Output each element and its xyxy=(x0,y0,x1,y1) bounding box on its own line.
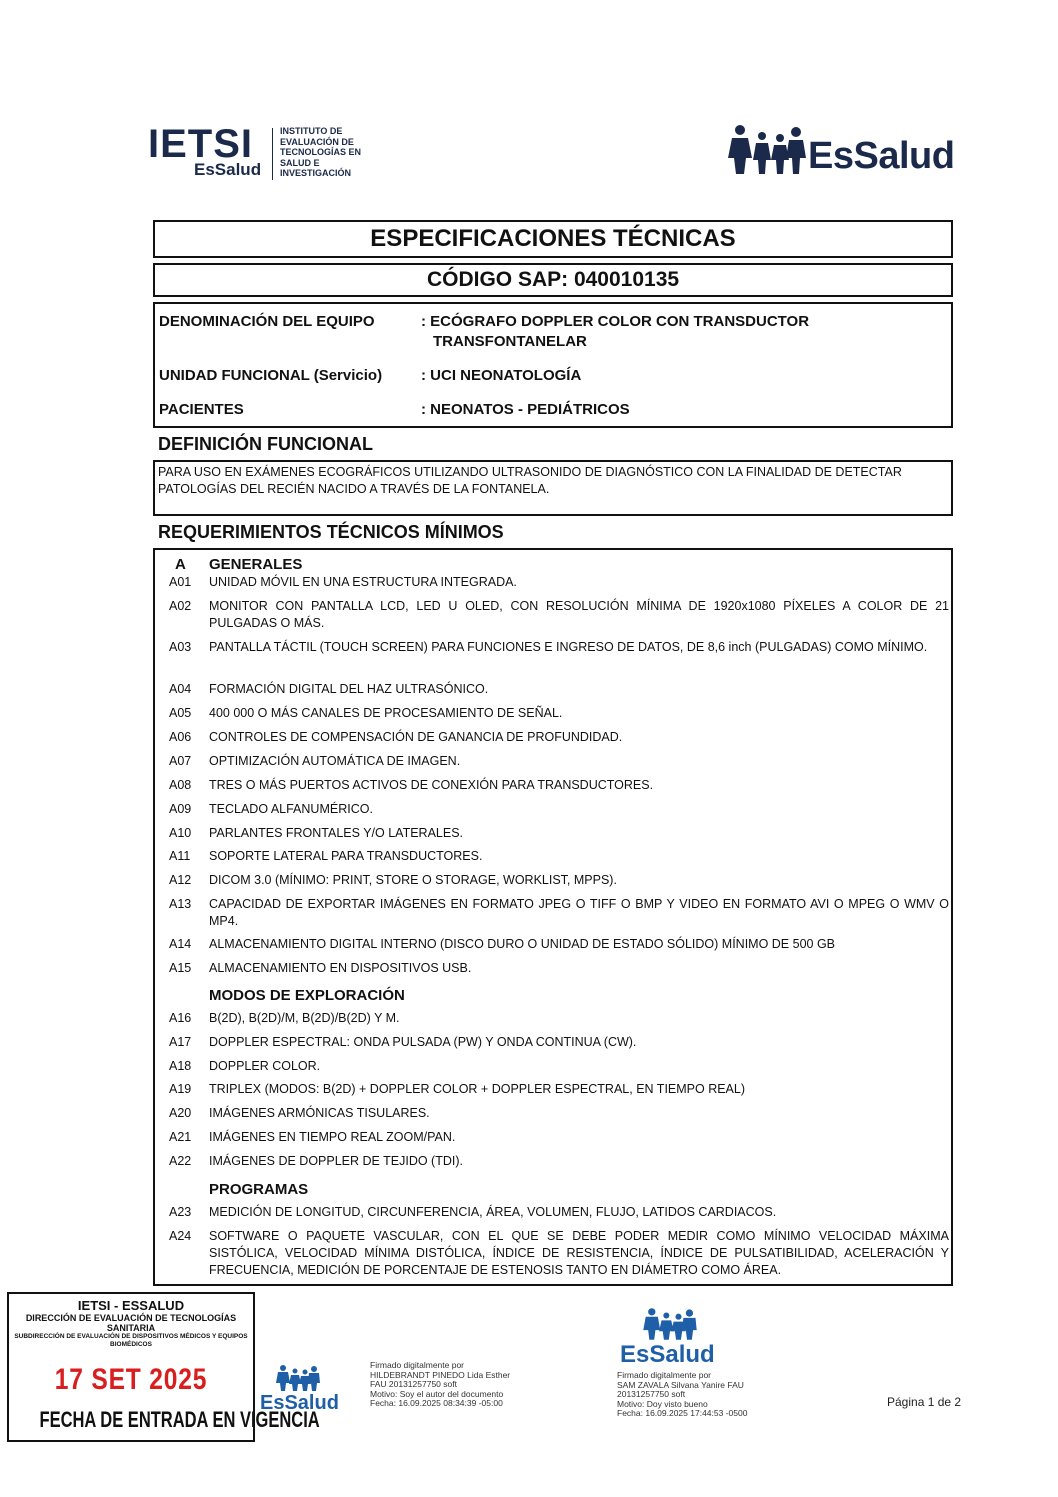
family-icon xyxy=(276,1364,320,1392)
requerimientos-box xyxy=(153,548,953,1286)
requirement-code: A01 xyxy=(169,575,192,589)
sap-code: CÓDIGO SAP: 040010135 xyxy=(153,263,953,297)
validity-stamp xyxy=(7,1292,320,1442)
requirement-text: FORMACIÓN DIGITAL DEL HAZ ULTRASÓNICO. xyxy=(209,682,489,696)
equipment-info xyxy=(153,302,953,428)
requirement-text: DOPPLER ESPECTRAL: ONDA PULSADA (PW) Y ONDA CONTINUA (CW). xyxy=(209,1035,637,1049)
requirement-text: 400 000 O MÁS CANALES DE PROCESAMIENTO DE SEÑAL. xyxy=(209,706,563,720)
definicion-heading: DEFINICIÓN FUNCIONAL xyxy=(158,434,373,454)
info-value: : NEONATOS - PEDIÁTRICOS xyxy=(421,401,630,418)
family-icon xyxy=(642,1307,698,1341)
requirement-text: TRES O MÁS PUERTOS ACTIVOS DE CONEXIÓN PARA TRANSDUCTORES. xyxy=(209,778,654,792)
requirement-text: SOPORTE LATERAL PARA TRANSDUCTORES. xyxy=(209,849,483,863)
requirement-code: A20 xyxy=(169,1106,192,1120)
section-title: GENERALES xyxy=(209,556,303,573)
signature-line: Motivo: Doy visto bueno xyxy=(617,1398,708,1409)
ietsi-line: INSTITUTO DE xyxy=(280,126,343,136)
signature2-text xyxy=(617,1371,747,1419)
requirement-code: A13 xyxy=(169,897,192,911)
requirement-code: A02 xyxy=(169,599,192,613)
info-label: DENOMINACIÓN DEL EQUIPO xyxy=(159,313,375,330)
requirement-code: A09 xyxy=(169,802,192,816)
signature-line: Motivo: Soy el autor del documento xyxy=(370,1388,504,1399)
signature-line: Fecha: 16.09.2025 08:34:39 -05:00 xyxy=(370,1398,503,1408)
requirement-code: A21 xyxy=(169,1130,192,1144)
modos-title: MODOS DE EXPLORACIÓN xyxy=(209,987,405,1004)
requirement-code: A10 xyxy=(169,826,192,840)
requirement-code: A16 xyxy=(169,1011,192,1025)
requirement-code: A24 xyxy=(169,1229,192,1243)
signature-line: FAU 20131257750 soft xyxy=(370,1379,457,1389)
requirement-code: A18 xyxy=(169,1059,192,1073)
requirement-code: A05 xyxy=(169,706,192,720)
requirement-code: A07 xyxy=(169,754,192,768)
requirement-text: B(2D), B(2D)/M, B(2D)/B(2D) Y M. xyxy=(209,1011,400,1025)
stamp-line2: DIRECCIÓN DE EVALUACIÓN DE TECNOLOGÍAS SANITARIA xyxy=(25,1313,237,1333)
ietsi-line: EVALUACIÓN DE xyxy=(280,136,354,147)
requirement-text: IMÁGENES EN TIEMPO REAL ZOOM/PAN. xyxy=(209,1130,456,1144)
requirement-text: ALMACENAMIENTO EN DISPOSITIVOS USB. xyxy=(209,961,472,975)
stamp-label: FECHA DE ENTRADA EN VIGENCIA xyxy=(39,1407,320,1432)
requirement-text: IMÁGENES DE DOPPLER DE TEJIDO (TDI). xyxy=(209,1154,463,1168)
requirement-text: DOPPLER COLOR. xyxy=(209,1059,321,1073)
signature2-logo-text: EsSalud xyxy=(620,1341,715,1368)
info-label: PACIENTES xyxy=(159,401,244,418)
requirement-text: CONTROLES DE COMPENSACIÓN DE GANANCIA DE PROFUNDIDAD. xyxy=(209,730,623,744)
requirement-text: CAPACIDAD DE EXPORTAR IMÁGENES EN FORMATO JPEG O TIFF O BMP Y VIDEO EN FORMATO AVI O MPEG O WMV O MP4. xyxy=(209,897,949,928)
document-title: ESPECIFICACIONES TÉCNICAS xyxy=(153,220,953,258)
definicion-text: PARA USO EN EXÁMENES ECOGRÁFICOS UTILIZANDO ULTRASONIDO DE DIAGNÓSTICO CON LA FINALIDAD DE DETECTAR PATOLOGÍAS DEL RECIÉN NACIDO A TRAVÉS DE LA FONTANELA. xyxy=(153,460,953,516)
ietsi-logo xyxy=(148,124,368,184)
signature-line: HILDEBRANDT PINEDO Lida Esther xyxy=(370,1369,511,1380)
requirement-text: TRIPLEX (MODOS: B(2D) + DOPPLER COLOR + DOPPLER ESPECTRAL, EN TIEMPO REAL) xyxy=(209,1082,746,1096)
info-label: UNIDAD FUNCIONAL (Servicio) xyxy=(159,367,383,384)
requirement-code: A08 xyxy=(169,778,192,792)
requirement-text: PANTALLA TÁCTIL (TOUCH SCREEN) PARA FUNCIONES E INGRESO DE DATOS, DE 8,6 inch (PULGADAS) COMO MÍNIMO. xyxy=(209,640,928,654)
requirement-code: A22 xyxy=(169,1154,192,1168)
requirement-code: A11 xyxy=(169,849,191,863)
requirement-text: PARLANTES FRONTALES Y/O LATERALES. xyxy=(209,826,464,840)
info-value: : UCI NEONATOLOGÍA xyxy=(421,367,582,384)
requirement-text: MEDICIÓN DE LONGITUD, CIRCUNFERENCIA, ÁREA, VOLUMEN, FLUJO, LATIDOS CARDIACOS. xyxy=(209,1205,777,1219)
section-letter: A xyxy=(175,556,186,573)
signature-line: 20131257750 soft xyxy=(617,1389,686,1399)
ietsi-logo-sub: EsSalud xyxy=(194,160,262,179)
essalud-logo-text: EsSalud xyxy=(808,135,955,177)
info-value-line: TRANSFONTANELAR xyxy=(433,333,587,350)
signature1-logo xyxy=(258,1362,348,1418)
requirement-text: OPTIMIZACIÓN AUTOMÁTICA DE IMAGEN. xyxy=(209,754,461,768)
requirement-text: SOFTWARE O PAQUETE VASCULAR, CON EL QUE SE DEBE PODER MEDIR COMO MÍNIMO VELOCIDAD MÁXIMA SISTÓLICA, VELOCIDAD MÍNIMA DISTÓLICA, ÍNDICE DE RESISTENCIA, ÍNDICE DE PULSATIBILIDAD, ACELERACIÓN Y FRECUENCIA, MEDICIÓN DE PORCENTAJE DE ESTENOSIS TANTO EN DIÁMETRO COMO ÁREA. xyxy=(209,1229,949,1277)
ietsi-logo-divider xyxy=(272,128,273,180)
signature-line: Firmado digitalmente por xyxy=(370,1360,465,1370)
requirement-code: A14 xyxy=(169,937,192,951)
family-icon xyxy=(728,124,806,176)
signature1-logo-text: EsSalud xyxy=(260,1392,339,1414)
signature-line: Firmado digitalmente por xyxy=(617,1370,712,1380)
requirement-text: MONITOR CON PANTALLA LCD, LED U OLED, CON RESOLUCIÓN MÍNIMA DE 1920x1080 PÍXELES A COLOR DE 21 PULGADAS O MÁS. xyxy=(209,599,949,630)
ietsi-line: INVESTIGACIÓN xyxy=(280,168,352,178)
ietsi-logo-text xyxy=(280,126,361,179)
requirement-code: A17 xyxy=(169,1035,192,1049)
requirement-code: A03 xyxy=(169,640,192,654)
signature-line: Fecha: 16.09.2025 17:44:53 -0500 xyxy=(617,1408,748,1418)
requirement-text: DICOM 3.0 (MÍNIMO: PRINT, STORE O STORAGE, WORKLIST, MPPS). xyxy=(209,873,617,887)
ietsi-line: TECNOLOGÍAS EN xyxy=(280,147,362,157)
requerimientos-heading: REQUERIMIENTOS TÉCNICOS MÍNIMOS xyxy=(158,522,504,542)
requirement-text: IMÁGENES ARMÓNICAS TISULARES. xyxy=(209,1106,430,1120)
requirement-code: A04 xyxy=(169,682,192,696)
stamp-date: 17 SET 2025 xyxy=(54,1363,208,1396)
ietsi-logo-big: IETSI xyxy=(148,122,254,166)
requirement-text: ALMACENAMIENTO DIGITAL INTERNO (DISCO DURO O UNIDAD DE ESTADO SÓLIDO) MÍNIMO DE 500 GB xyxy=(209,937,836,951)
info-value xyxy=(421,312,941,352)
requirement-code: A12 xyxy=(169,873,192,887)
info-value-line: : ECÓGRAFO DOPPLER COLOR CON TRANSDUCTOR xyxy=(421,313,810,330)
ietsi-line: SALUD E xyxy=(280,157,320,168)
essalud-logo xyxy=(728,124,958,180)
signature-line: SAM ZAVALA Silvana Yanire FAU xyxy=(617,1379,744,1390)
stamp-line3: SUBDIRECCIÓN DE EVALUACIÓN DE DISPOSITIVOS MÉDICOS Y EQUIPOS BIOMÉDICOS xyxy=(14,1333,248,1348)
requirement-code: A06 xyxy=(169,730,192,744)
stamp-line1: IETSI - ESSALUD xyxy=(77,1298,185,1313)
signature2-logo xyxy=(620,1305,730,1373)
requirement-text: TECLADO ALFANUMÉRICO. xyxy=(209,802,373,816)
page-number: Página 1 de 2 xyxy=(887,1395,962,1409)
requirement-code: A15 xyxy=(169,961,192,975)
requirement-code: A19 xyxy=(169,1082,192,1096)
signature1-text xyxy=(370,1361,510,1409)
requirement-text: UNIDAD MÓVIL EN UNA ESTRUCTURA INTEGRADA. xyxy=(209,575,517,589)
requirement-code: A23 xyxy=(169,1205,192,1219)
programas-title: PROGRAMAS xyxy=(209,1181,309,1198)
